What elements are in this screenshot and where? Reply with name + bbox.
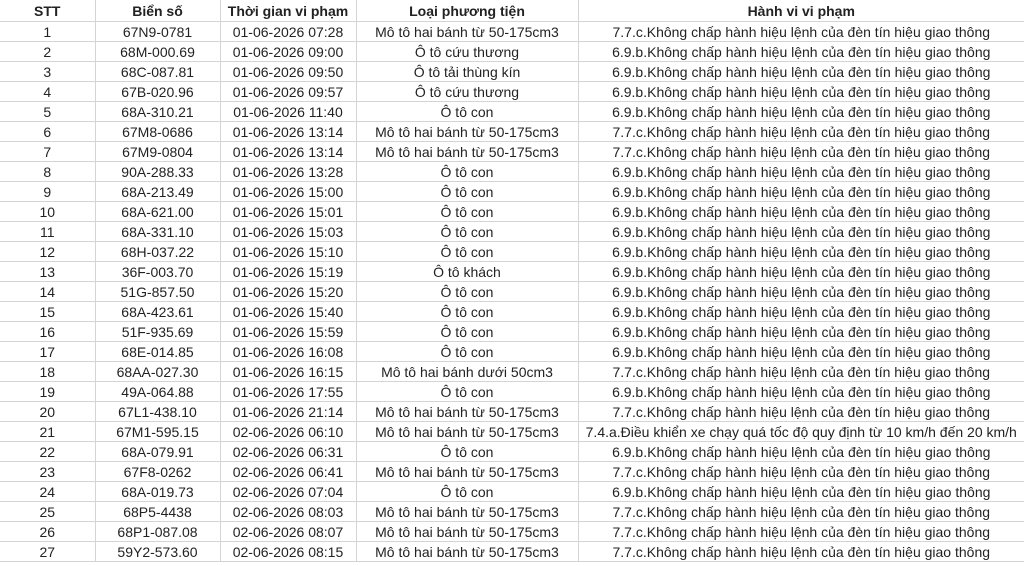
cell-plate[interactable]: 68A-621.00: [95, 202, 220, 222]
cell-violation[interactable]: 7.7.c.Không chấp hành hiệu lệnh của đèn tín hiệu giao thông: [578, 462, 1024, 482]
cell-plate[interactable]: 67M1-595.15: [95, 422, 220, 442]
cell-plate[interactable]: 59Y2-573.60: [95, 542, 220, 562]
cell-time[interactable]: 01-06-2026 09:50: [220, 62, 356, 82]
table-row: [0, 202, 1024, 222]
cell-time[interactable]: 02-06-2026 06:41: [220, 462, 356, 482]
cell-time[interactable]: 01-06-2026 15:20: [220, 282, 356, 302]
cell-violation[interactable]: 7.7.c.Không chấp hành hiệu lệnh của đèn tín hiệu giao thông: [578, 362, 1024, 382]
cell-stt[interactable]: 1: [0, 22, 95, 42]
cell-stt[interactable]: 21: [0, 422, 95, 442]
cell-time[interactable]: 01-06-2026 15:10: [220, 242, 356, 262]
cell-plate[interactable]: 68AA-027.30: [95, 362, 220, 382]
table-row: [0, 402, 1024, 422]
cell-stt[interactable]: 20: [0, 402, 95, 422]
cell-stt[interactable]: 10: [0, 202, 95, 222]
cell-time[interactable]: 01-06-2026 13:14: [220, 142, 356, 162]
cell-violation[interactable]: 6.9.b.Không chấp hành hiệu lệnh của đèn tín hiệu giao thông: [578, 442, 1024, 462]
table-row: [0, 302, 1024, 322]
cell-time[interactable]: 01-06-2026 15:01: [220, 202, 356, 222]
cell-time[interactable]: 01-06-2026 15:03: [220, 222, 356, 242]
cell-plate[interactable]: 49A-064.88: [95, 382, 220, 402]
cell-time[interactable]: 02-06-2026 06:31: [220, 442, 356, 462]
cell-violation[interactable]: 7.4.a.Điều khiển xe chạy quá tốc độ quy định từ 10 km/h đến 20 km/h: [578, 422, 1024, 442]
header-violation[interactable]: Hành vi vi phạm: [578, 0, 1024, 22]
cell-stt[interactable]: 16: [0, 322, 95, 342]
cell-violation[interactable]: 6.9.b.Không chấp hành hiệu lệnh của đèn tín hiệu giao thông: [578, 182, 1024, 202]
cell-vehicle-type[interactable]: Ô tô con: [356, 302, 578, 322]
cell-time[interactable]: 01-06-2026 15:00: [220, 182, 356, 202]
cell-vehicle-type[interactable]: Mô tô hai bánh từ 50-175cm3: [356, 142, 578, 162]
cell-violation[interactable]: 6.9.b.Không chấp hành hiệu lệnh của đèn tín hiệu giao thông: [578, 82, 1024, 102]
cell-stt[interactable]: 4: [0, 82, 95, 102]
cell-vehicle-type[interactable]: Mô tô hai bánh từ 50-175cm3: [356, 522, 578, 542]
cell-vehicle-type[interactable]: Mô tô hai bánh từ 50-175cm3: [356, 502, 578, 522]
cell-stt[interactable]: 13: [0, 262, 95, 282]
cell-violation[interactable]: 6.9.b.Không chấp hành hiệu lệnh của đèn tín hiệu giao thông: [578, 202, 1024, 222]
header-stt[interactable]: STT: [0, 0, 95, 22]
cell-time[interactable]: 02-06-2026 06:10: [220, 422, 356, 442]
cell-time[interactable]: 01-06-2026 11:40: [220, 102, 356, 122]
cell-stt[interactable]: 14: [0, 282, 95, 302]
table-row: [0, 162, 1024, 182]
cell-violation[interactable]: 6.9.b.Không chấp hành hiệu lệnh của đèn tín hiệu giao thông: [578, 342, 1024, 362]
table-row: [0, 42, 1024, 62]
cell-vehicle-type[interactable]: Ô tô con: [356, 182, 578, 202]
cell-time[interactable]: 01-06-2026 15:40: [220, 302, 356, 322]
cell-time[interactable]: 01-06-2026 07:28: [220, 22, 356, 42]
cell-stt[interactable]: 9: [0, 182, 95, 202]
cell-plate[interactable]: 67M8-0686: [95, 122, 220, 142]
cell-stt[interactable]: 11: [0, 222, 95, 242]
cell-vehicle-type[interactable]: Ô tô con: [356, 342, 578, 362]
cell-plate[interactable]: 67M9-0804: [95, 142, 220, 162]
cell-vehicle-type[interactable]: Ô tô con: [356, 162, 578, 182]
cell-plate[interactable]: 68M-000.69: [95, 42, 220, 62]
table-row: [0, 422, 1024, 442]
cell-violation[interactable]: 6.9.b.Không chấp hành hiệu lệnh của đèn tín hiệu giao thông: [578, 162, 1024, 182]
table-row: [0, 382, 1024, 402]
cell-stt[interactable]: 24: [0, 482, 95, 502]
table-row: [0, 542, 1024, 562]
cell-vehicle-type[interactable]: Ô tô cứu thương: [356, 42, 578, 62]
cell-plate[interactable]: 67N9-0781: [95, 22, 220, 42]
cell-vehicle-type[interactable]: Ô tô con: [356, 102, 578, 122]
cell-plate[interactable]: 68E-014.85: [95, 342, 220, 362]
header-vehicle-type[interactable]: Loại phương tiện: [356, 0, 578, 22]
cell-plate[interactable]: 67F8-0262: [95, 462, 220, 482]
cell-time[interactable]: 01-06-2026 17:55: [220, 382, 356, 402]
cell-plate[interactable]: 68P5-4438: [95, 502, 220, 522]
cell-stt[interactable]: 7: [0, 142, 95, 162]
cell-violation[interactable]: 7.7.c.Không chấp hành hiệu lệnh của đèn tín hiệu giao thông: [578, 22, 1024, 42]
cell-stt[interactable]: 27: [0, 542, 95, 562]
cell-stt[interactable]: 2: [0, 42, 95, 62]
cell-violation[interactable]: 6.9.b.Không chấp hành hiệu lệnh của đèn tín hiệu giao thông: [578, 102, 1024, 122]
cell-violation[interactable]: 6.9.b.Không chấp hành hiệu lệnh của đèn tín hiệu giao thông: [578, 222, 1024, 242]
cell-violation[interactable]: 6.9.b.Không chấp hành hiệu lệnh của đèn tín hiệu giao thông: [578, 262, 1024, 282]
cell-stt[interactable]: 5: [0, 102, 95, 122]
header-plate[interactable]: Biển số: [95, 0, 220, 22]
table-row: [0, 442, 1024, 462]
cell-vehicle-type[interactable]: Ô tô con: [356, 202, 578, 222]
cell-violation[interactable]: 6.9.b.Không chấp hành hiệu lệnh của đèn tín hiệu giao thông: [578, 62, 1024, 82]
cell-violation[interactable]: 6.9.b.Không chấp hành hiệu lệnh của đèn tín hiệu giao thông: [578, 482, 1024, 502]
cell-stt[interactable]: 15: [0, 302, 95, 322]
cell-plate[interactable]: 68A-331.10: [95, 222, 220, 242]
cell-time[interactable]: 01-06-2026 16:08: [220, 342, 356, 362]
cell-plate[interactable]: 68A-019.73: [95, 482, 220, 502]
cell-plate[interactable]: 67L1-438.10: [95, 402, 220, 422]
table-row: [0, 522, 1024, 542]
cell-violation[interactable]: 7.7.c.Không chấp hành hiệu lệnh của đèn tín hiệu giao thông: [578, 542, 1024, 562]
cell-vehicle-type[interactable]: Ô tô khách: [356, 262, 578, 282]
cell-stt[interactable]: 18: [0, 362, 95, 382]
cell-violation[interactable]: 6.9.b.Không chấp hành hiệu lệnh của đèn tín hiệu giao thông: [578, 42, 1024, 62]
cell-time[interactable]: 01-06-2026 09:57: [220, 82, 356, 102]
cell-vehicle-type[interactable]: Mô tô hai bánh từ 50-175cm3: [356, 22, 578, 42]
cell-plate[interactable]: 68C-087.81: [95, 62, 220, 82]
cell-vehicle-type[interactable]: Ô tô con: [356, 382, 578, 402]
table-row: [0, 342, 1024, 362]
cell-violation[interactable]: 6.9.b.Không chấp hành hiệu lệnh của đèn tín hiệu giao thông: [578, 242, 1024, 262]
cell-stt[interactable]: 8: [0, 162, 95, 182]
cell-violation[interactable]: 7.7.c.Không chấp hành hiệu lệnh của đèn tín hiệu giao thông: [578, 502, 1024, 522]
table-row: [0, 82, 1024, 102]
table-row: [0, 122, 1024, 142]
cell-time[interactable]: 01-06-2026 16:15: [220, 362, 356, 382]
cell-vehicle-type[interactable]: Ô tô con: [356, 282, 578, 302]
cell-plate[interactable]: 68A-213.49: [95, 182, 220, 202]
cell-violation[interactable]: 7.7.c.Không chấp hành hiệu lệnh của đèn tín hiệu giao thông: [578, 122, 1024, 142]
table-row: [0, 462, 1024, 482]
cell-stt[interactable]: 26: [0, 522, 95, 542]
cell-stt[interactable]: 22: [0, 442, 95, 462]
cell-vehicle-type[interactable]: Ô tô cứu thương: [356, 82, 578, 102]
cell-stt[interactable]: 23: [0, 462, 95, 482]
cell-violation[interactable]: 7.7.c.Không chấp hành hiệu lệnh của đèn tín hiệu giao thông: [578, 142, 1024, 162]
table-row: [0, 182, 1024, 202]
cell-plate[interactable]: 68A-310.21: [95, 102, 220, 122]
cell-vehicle-type[interactable]: Ô tô tải thùng kín: [356, 62, 578, 82]
cell-time[interactable]: 01-06-2026 21:14: [220, 402, 356, 422]
cell-vehicle-type[interactable]: Mô tô hai bánh từ 50-175cm3: [356, 122, 578, 142]
cell-time[interactable]: 02-06-2026 08:07: [220, 522, 356, 542]
cell-plate[interactable]: 51F-935.69: [95, 322, 220, 342]
table-row: [0, 362, 1024, 382]
table-row: [0, 482, 1024, 502]
cell-stt[interactable]: 17: [0, 342, 95, 362]
cell-violation[interactable]: 6.9.b.Không chấp hành hiệu lệnh của đèn tín hiệu giao thông: [578, 382, 1024, 402]
cell-plate[interactable]: 68A-079.91: [95, 442, 220, 462]
cell-vehicle-type[interactable]: Ô tô con: [356, 242, 578, 262]
cell-stt[interactable]: 25: [0, 502, 95, 522]
cell-violation[interactable]: 7.7.c.Không chấp hành hiệu lệnh của đèn tín hiệu giao thông: [578, 522, 1024, 542]
cell-plate[interactable]: 36F-003.70: [95, 262, 220, 282]
cell-time[interactable]: 02-06-2026 08:15: [220, 542, 356, 562]
table-row: [0, 222, 1024, 242]
table-header-row: [0, 0, 1024, 22]
cell-plate[interactable]: 51G-857.50: [95, 282, 220, 302]
table-row: [0, 262, 1024, 282]
cell-vehicle-type[interactable]: Ô tô con: [356, 442, 578, 462]
cell-violation[interactable]: 6.9.b.Không chấp hành hiệu lệnh của đèn tín hiệu giao thông: [578, 282, 1024, 302]
cell-vehicle-type[interactable]: Ô tô con: [356, 222, 578, 242]
cell-time[interactable]: 01-06-2026 13:14: [220, 122, 356, 142]
header-time[interactable]: Thời gian vi phạm: [220, 0, 356, 22]
cell-vehicle-type[interactable]: Mô tô hai bánh từ 50-175cm3: [356, 422, 578, 442]
table-row: [0, 142, 1024, 162]
cell-plate[interactable]: 68P1-087.08: [95, 522, 220, 542]
table-row: [0, 102, 1024, 122]
table-row: [0, 502, 1024, 522]
cell-violation[interactable]: 6.9.b.Không chấp hành hiệu lệnh của đèn tín hiệu giao thông: [578, 302, 1024, 322]
cell-vehicle-type[interactable]: Ô tô con: [356, 482, 578, 502]
cell-stt[interactable]: 12: [0, 242, 95, 262]
cell-time[interactable]: 02-06-2026 07:04: [220, 482, 356, 502]
cell-time[interactable]: 01-06-2026 15:59: [220, 322, 356, 342]
cell-vehicle-type[interactable]: Mô tô hai bánh từ 50-175cm3: [356, 462, 578, 482]
table-row: [0, 322, 1024, 342]
cell-stt[interactable]: 19: [0, 382, 95, 402]
table-row: [0, 242, 1024, 262]
cell-time[interactable]: 01-06-2026 13:28: [220, 162, 356, 182]
cell-plate[interactable]: 67B-020.96: [95, 82, 220, 102]
cell-stt[interactable]: 6: [0, 122, 95, 142]
cell-vehicle-type[interactable]: Ô tô con: [356, 322, 578, 342]
cell-time[interactable]: 01-06-2026 09:00: [220, 42, 356, 62]
table-row: [0, 22, 1024, 42]
cell-violation[interactable]: 7.7.c.Không chấp hành hiệu lệnh của đèn tín hiệu giao thông: [578, 402, 1024, 422]
cell-plate[interactable]: 68H-037.22: [95, 242, 220, 262]
cell-vehicle-type[interactable]: Mô tô hai bánh từ 50-175cm3: [356, 542, 578, 562]
table-row: [0, 282, 1024, 302]
cell-stt[interactable]: 3: [0, 62, 95, 82]
cell-time[interactable]: 02-06-2026 08:03: [220, 502, 356, 522]
table-body: [0, 22, 1024, 562]
cell-time[interactable]: 01-06-2026 15:19: [220, 262, 356, 282]
cell-violation[interactable]: 6.9.b.Không chấp hành hiệu lệnh của đèn tín hiệu giao thông: [578, 322, 1024, 342]
table-row: [0, 62, 1024, 82]
cell-plate[interactable]: 90A-288.33: [95, 162, 220, 182]
cell-plate[interactable]: 68A-423.61: [95, 302, 220, 322]
cell-vehicle-type[interactable]: Mô tô hai bánh từ 50-175cm3: [356, 402, 578, 422]
cell-vehicle-type[interactable]: Mô tô hai bánh dưới 50cm3: [356, 362, 578, 382]
